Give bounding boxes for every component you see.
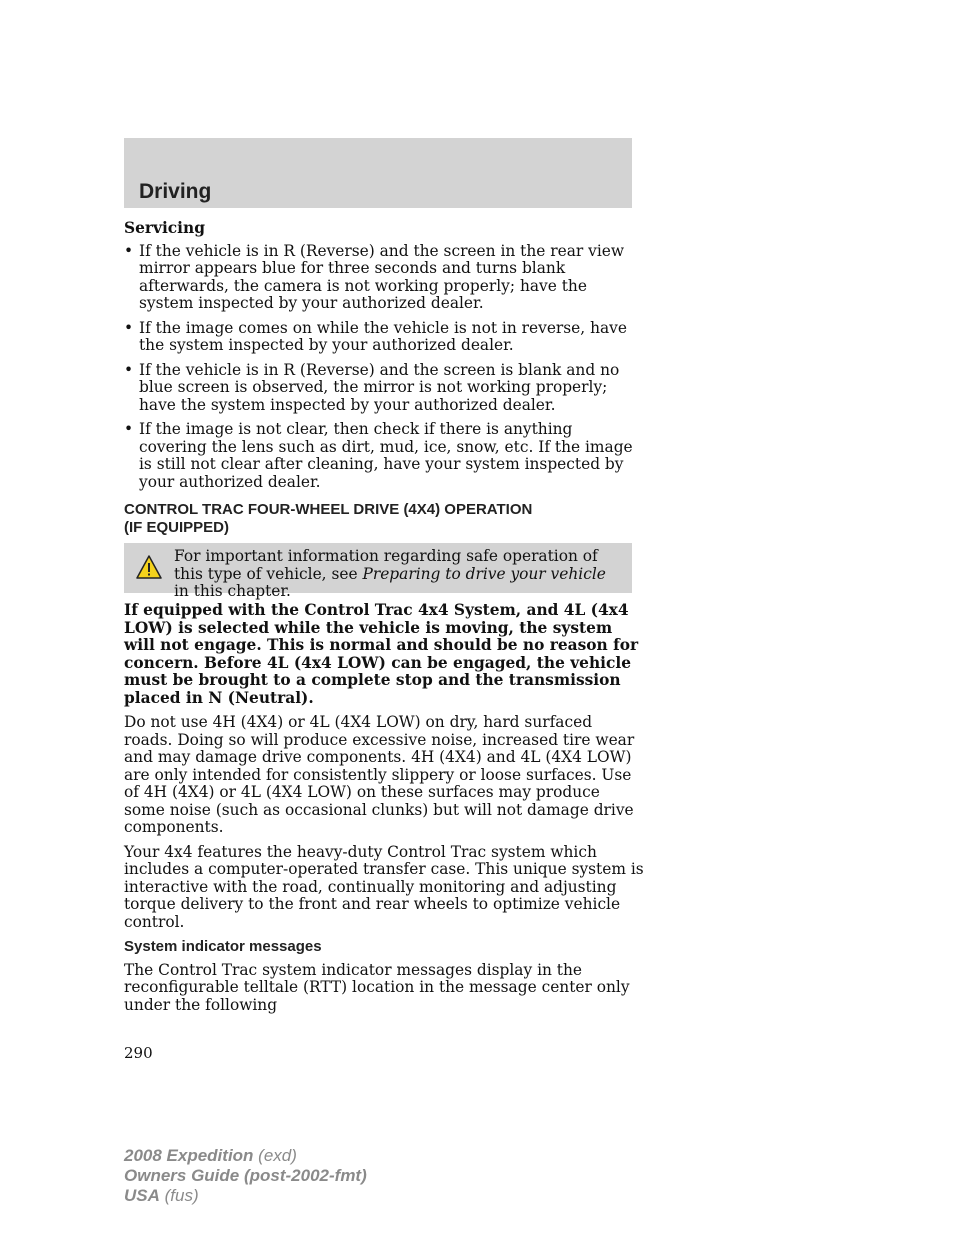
footer-market-code: (fus) [164, 1186, 199, 1205]
notice-paragraph: If equipped with the Control Trac 4x4 System, and 4L (4x4 LOW) is selected while the vehicle is moving, the system will not engage. This is normal and should be no reason for concern. Before 4L (4x4 LOW) can be engaged, the vehicle must be brought to a complete stop and the transmission placed in N (Neutral). [124, 601, 639, 707]
subheading: System indicator messages [124, 938, 322, 955]
bullet-text: If the vehicle is in R (Reverse) and the screen in the rear view mirror appears blue for three seconds and turns blank afterwards, the camera is not working properly; have the system inspected by your authorized dealer. [139, 241, 625, 312]
body-paragraph: The Control Trac system indicator messages display in the reconfigurable telltale (RTT) location in the message center only under the following [124, 960, 630, 1014]
footer-market: USA [124, 1186, 160, 1205]
footer-line [124, 1146, 367, 1166]
warning-link-text: Preparing to drive your vehicle [362, 564, 606, 583]
servicing-bullet [124, 362, 644, 415]
bullet-dot: • [124, 360, 134, 379]
body-paragraph: Do not use 4H (4X4) or 4L (4X4 LOW) on dry, hard surfaced roads. Doing so will produce excessive noise, increased tire wear and may damage drive components. 4H (4X4) and 4L (4X4 LOW) are only intended for consistently slippery or loose surfaces. Use of 4H (4X4) or 4L (4X4 LOW) on these surfaces may produce some noise (such as occasional clunks) but will not damage drive components. [124, 713, 635, 836]
section-title-line1: CONTROL TRAC FOUR-WHEEL DRIVE (4X4) OPERATION [124, 501, 533, 518]
warning-text-start: For important information regarding safe operation of this type of vehicle, see [174, 547, 598, 583]
body-paragraph: Your 4x4 features the heavy-duty Control Trac system which includes a computer-operated transfer case. This unique system is interactive with the road, continually monitoring and adjusting torque delivery to the front and rear wheels to optimize vehicle control. [124, 842, 644, 931]
servicing-bullet [124, 320, 644, 355]
bullet-text: If the image is not clear, then check if there is anything covering the lens such as dirt, mud, ice, snow, etc. If the image is still not clear after cleaning, have your system inspected by your authorized dealer. [139, 420, 633, 491]
page-content [124, 220, 644, 1021]
bullet-dot: • [124, 420, 134, 438]
warning-text [174, 548, 624, 601]
section-title [124, 501, 644, 536]
warning-text-end: in this chapter. [174, 582, 291, 600]
document-footer [124, 1146, 367, 1206]
page-number: 290 [124, 1044, 153, 1062]
bullet-dot: • [124, 318, 134, 337]
servicing-heading: Servicing [124, 219, 205, 237]
footer-line [124, 1166, 367, 1186]
footer-model-code: (exd) [258, 1146, 297, 1165]
footer-model: 2008 Expedition [124, 1146, 254, 1165]
warning-triangle-icon [136, 554, 162, 580]
bullet-text: If the image comes on while the vehicle is not in reverse, have the system inspected by your authorized dealer. [139, 318, 627, 354]
footer-line [124, 1186, 367, 1206]
servicing-bullet [124, 421, 644, 491]
chapter-title: Driving [139, 180, 212, 203]
chapter-header-band [124, 138, 632, 208]
warning-box [124, 543, 632, 600]
servicing-bullet [124, 243, 644, 313]
bullet-text: If the vehicle is in R (Reverse) and the screen is blank and no blue screen is observed, the mirror is not working properly; have the system inspected by your authorized dealer. [139, 360, 620, 414]
section-title-line2: (IF EQUIPPED) [124, 518, 230, 536]
bullet-dot: • [124, 241, 134, 260]
footer-guide: Owners Guide (post-2002-fmt) [124, 1166, 367, 1185]
